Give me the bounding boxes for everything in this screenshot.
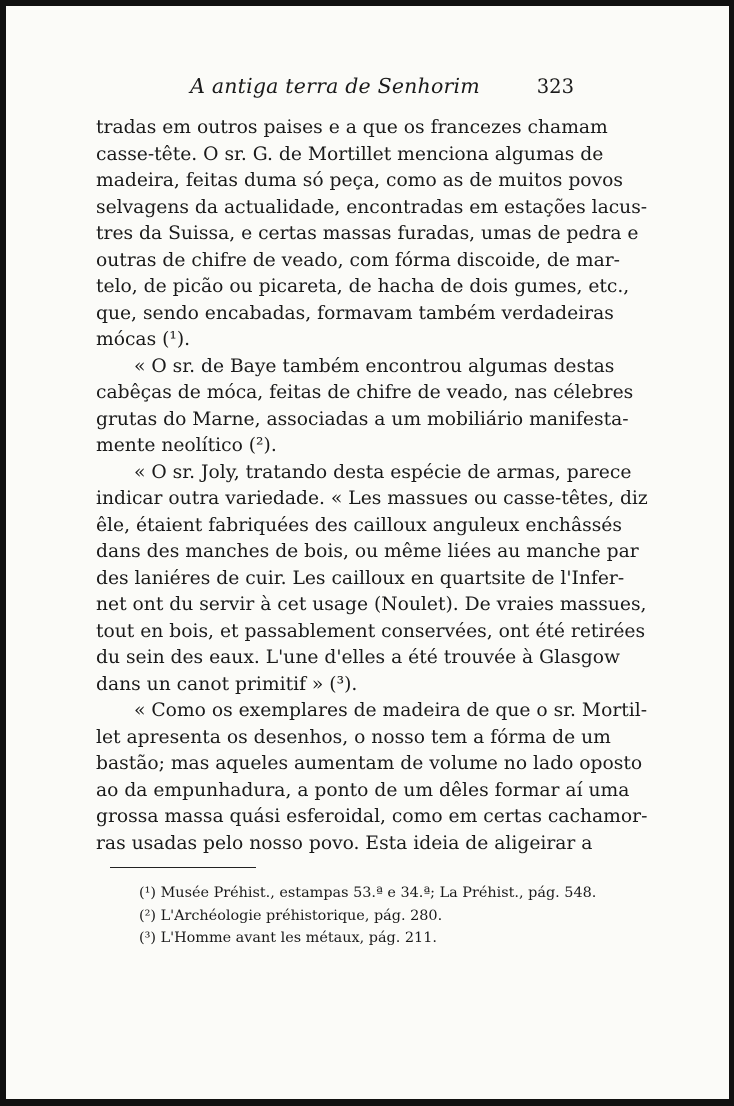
text-line: grutas do Marne, associadas a um mobiliário manifesta- xyxy=(96,408,629,430)
text-line: madeira, feitas duma só peça, como as de muitos povos xyxy=(96,170,623,191)
text-line: dans des manches de bois, ou même liées au manche par xyxy=(96,541,639,562)
text-line: telo, de picão ou picareta, de hacha de dois gumes, etc., xyxy=(96,276,630,297)
page-header xyxy=(96,74,574,110)
text-line: cabêças de móca, feitas de chifre de veado, nas célebres xyxy=(96,382,634,403)
footnote: (¹) Musée Préhist., estampas 53.ª e 34.ª; La Préhist., pág. 548. xyxy=(139,885,597,901)
text-line: net ont du servir à cet usage (Noulet). De vraies massues, xyxy=(96,594,647,615)
text-line: casse-tête. O sr. G. de Mortillet menciona algumas de xyxy=(96,143,604,165)
text-line: mócas (¹). xyxy=(96,329,191,350)
text-line: outras de chifre de veado, com fórma discoide, de mar- xyxy=(96,249,620,271)
text-line: let apresenta os desenhos, o nosso tem a fórma de um xyxy=(96,726,611,748)
text-line: indicar outra variedade. « Les massues ou casse-têtes, diz xyxy=(96,488,648,509)
footnote: (²) L'Archéologie préhistorique, pág. 280. xyxy=(139,907,443,924)
text-line: du sein des eaux. L'une d'elles a été trouvée à Glasgow xyxy=(96,647,620,668)
text-line: « Como os exemplares de madeira de que o sr. Mortil- xyxy=(134,700,648,721)
text-line: tout en bois, et passablement conservées, ont été retirées xyxy=(96,620,646,642)
footnotes xyxy=(139,882,597,950)
page-number: 323 xyxy=(536,75,574,98)
text-line: « O sr. de Baye também encontrou algumas destas xyxy=(134,355,615,377)
text-line: que, sendo encabadas, formavam também verdadeiras xyxy=(96,302,614,324)
text-line: grossa massa quási esferoidal, como em certas cachamor- xyxy=(96,806,648,827)
text-line: tradas em outros paises e a que os francezes chamam xyxy=(96,117,608,138)
text-line: dans un canot primitif » (³). xyxy=(96,673,358,695)
footnote-rule xyxy=(110,867,256,868)
footnote: (³) L'Homme avant les métaux, pág. 211. xyxy=(139,930,437,946)
text-line: selvagens da actualidade, encontradas em estações lacus- xyxy=(96,196,648,218)
text-line: des laniéres de cuir. Les cailloux en quartsite de l'Infer- xyxy=(96,567,625,589)
body-text xyxy=(96,115,648,857)
text-line: bastão; mas aqueles aumentam de volume no lado oposto xyxy=(96,753,643,774)
running-title: A antiga terra de Senhorim xyxy=(190,74,480,98)
text-line: mente neolítico (²). xyxy=(96,435,277,456)
text-line: ras usadas pelo nosso povo. Esta ideia de aligeirar a xyxy=(96,832,593,854)
text-line: ao da empunhadura, a ponto de um dêles formar aí uma xyxy=(96,779,630,801)
text-line: « O sr. Joly, tratando desta espécie de armas, parece xyxy=(134,461,632,483)
text-line: êle, étaient fabriquées des cailloux anguleux enchâssés xyxy=(96,514,622,536)
text-line: tres da Suissa, e certas massas furadas, umas de pedra e xyxy=(96,223,639,244)
